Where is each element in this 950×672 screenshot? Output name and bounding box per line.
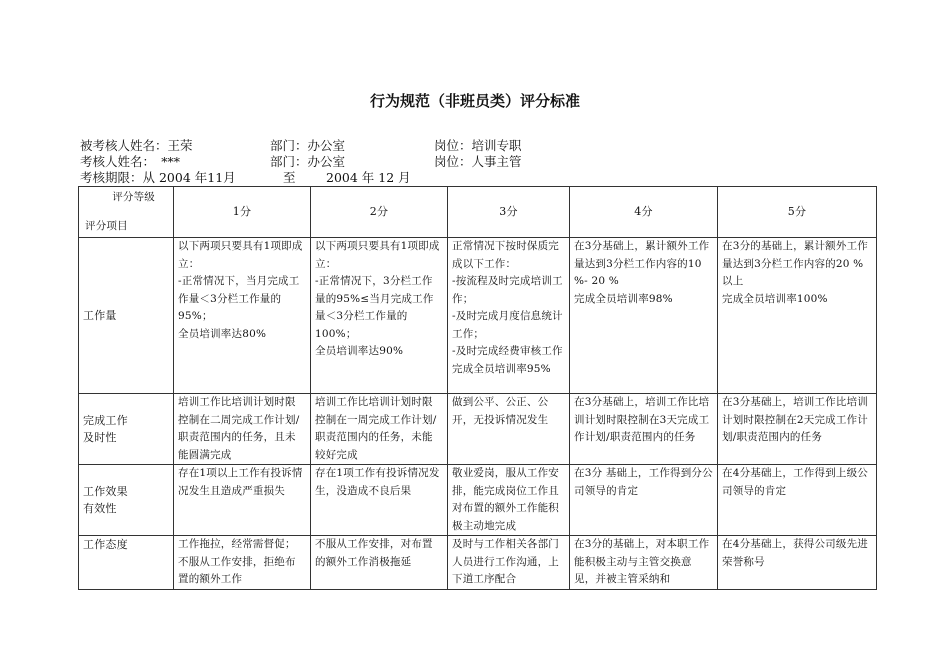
table-cell: 在3分 基础上，工作得到分公司领导的肯定: [570, 465, 718, 536]
table-cell: 在4分基础上，工作得到上级公司领导的肯定: [718, 465, 877, 536]
table-cell: 在3分基础上，培训工作比培训计划时限控制在2天完成工作计划/职责范围内的任务: [718, 394, 877, 465]
table-cell: 敬业爱岗，服从工作安排，能完成岗位工作且对布置的额外工作能积极主动地完成: [448, 465, 570, 536]
grade-header: 1分: [174, 187, 311, 238]
table-cell: 不服从工作安排，对布置的额外工作消极拖延: [311, 536, 448, 590]
corner-item-label: 评分项目: [85, 219, 128, 232]
table-cell: 做到公平、公正、公开，无投诉情况发生: [448, 394, 570, 465]
table-cell: 在4分基础上，获得公司级先进荣誉称号: [718, 536, 877, 590]
table-cell: 在3分的基础上，对本职工作能积极主动与主管交换意见，并被主管采纳和: [570, 536, 718, 590]
table-cell: 培训工作比培训计划时限控制在一周完成工作计划/职责范围内的任务，未能较好完成: [311, 394, 448, 465]
period-end: 2004 年 12 月: [326, 170, 411, 185]
corner-cell: [79, 187, 174, 238]
table-cell: 及时与工作相关各部门人员进行工作沟通，上下道工序配合: [448, 536, 570, 590]
grade-header: 3分: [448, 187, 570, 238]
grade-header: 2分: [311, 187, 448, 238]
table-cell: 存在1项以上工作有投诉情况发生且造成严重损失: [174, 465, 311, 536]
table-cell: 以下两项只要具有1项即成立： -正常情况下，当月完成工作量＜3分栏工作量的95%； 全员培训率达80%: [174, 238, 311, 394]
period-start: 考核期限：从 2004 年11月: [80, 170, 236, 185]
table-cell: 正常情况下按时保质完成以下工作： -按流程及时完成培训工作； -及时完成月度信息统计工作； -及时完成经费审核工作 完成全员培训率95%: [448, 238, 570, 394]
assessee-dept: 部门：办公室: [270, 138, 346, 153]
grade-header: 5分: [718, 187, 877, 238]
table-row: [79, 394, 877, 465]
assessee-post: 岗位：培训专职: [434, 138, 522, 153]
table-cell: 培训工作比培训计划时限控制在二周完成工作计划/职责范围内的任务，且未能圆满完成: [174, 394, 311, 465]
table-row: [79, 536, 877, 590]
period-to: 至: [283, 170, 296, 185]
row-item-label: 完成工作 及时性: [79, 394, 174, 465]
table-cell: 工作拖拉，经常需督促；不服从工作安排，拒绝布置的额外工作: [174, 536, 311, 590]
grade-header: 4分: [570, 187, 718, 238]
table-cell: 在3分的基础上，累计额外工作量达到3分栏工作内容的20 % 以上 完成全员培训率100%: [718, 238, 877, 394]
table-row: [79, 238, 877, 394]
table-row: [79, 465, 877, 536]
assessor-post: 岗位：人事主管: [434, 154, 522, 169]
header-row: [79, 187, 877, 238]
assessor-dept: 部门：办公室: [270, 154, 346, 169]
table-cell: 在3分基础上，累计额外工作量达到3分栏工作内容的10 %- 20 % 完成全员培训率98%: [570, 238, 718, 394]
row-item-label: 工作效果 有效性: [79, 465, 174, 536]
table-cell: 在3分基础上，培训工作比培训计划时限控制在3天完成工作计划/职责范围内的任务: [570, 394, 718, 465]
scoring-table: [78, 186, 877, 590]
corner-grade-label: 评分等级: [112, 191, 155, 203]
row-item-label: 工作量: [79, 238, 174, 394]
assessee-name: 被考核人姓名：王荣: [80, 138, 193, 153]
assessor-name: 考核人姓名： ***: [80, 154, 181, 169]
table-cell: 存在1项工作有投诉情况发生，没造成不良后果: [311, 465, 448, 536]
row-item-label: 工作态度: [79, 536, 174, 590]
table-cell: 以下两项只要具有1项即成立： -正常情况下，3分栏工作量的95%≤当月完成工作量＜3分栏工作量的100%； 全员培训率达90%: [311, 238, 448, 394]
page-title: 行为规范（非班员类）评分标准: [369, 92, 580, 110]
